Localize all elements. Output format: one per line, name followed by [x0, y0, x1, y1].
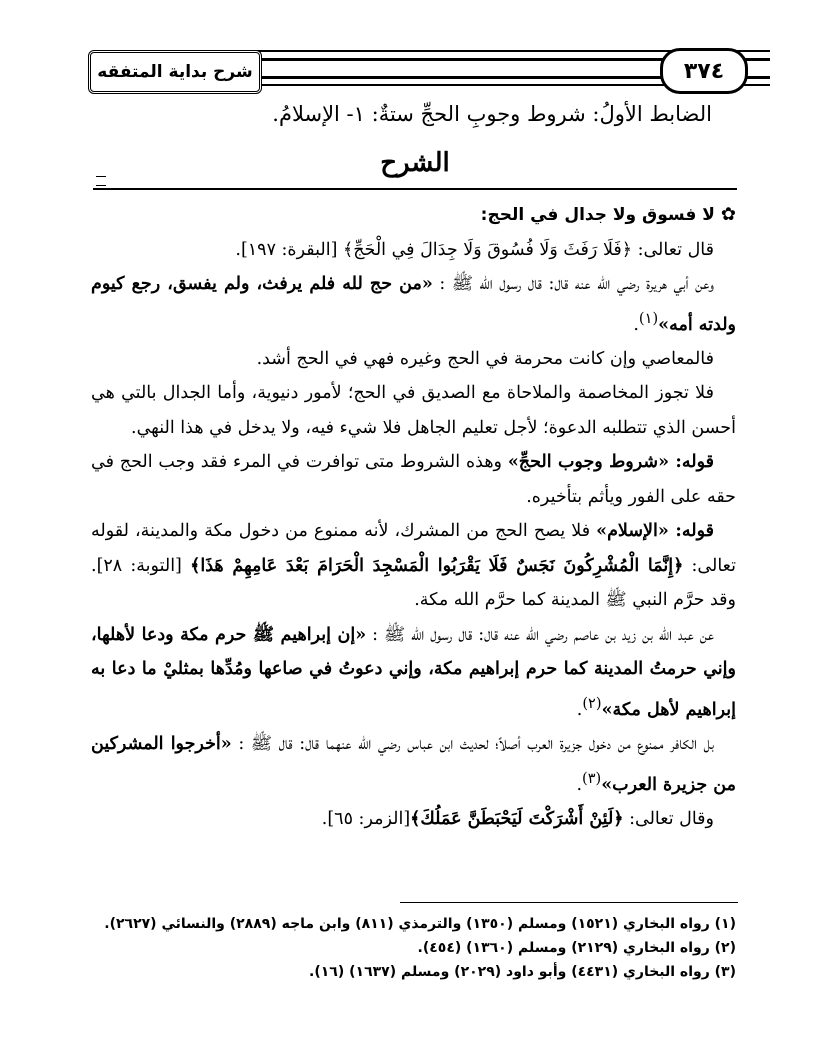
- footnote-ref: (٢): [582, 694, 602, 712]
- main-text: [91, 198, 736, 836]
- paragraph-text: فلا يصح الحج من المشرك، لأنه ممنوع من دخول مكة والمدينة، لقوله تعالى:: [91, 521, 736, 576]
- footnote: (٣) رواه البخاري (٤٤٣١) وأبو داود (٢٠٢٩) ومسلم (١٦٣٧) (١٦).: [309, 964, 736, 980]
- hadith-text: «إن إبراهيم ﷺ حرم مكة ودعا لأهلها، وإني حرمتُ المدينة كما حرم إبراهيم مكة، وإني دعوتُ في صاعها ومُدِّها بمثليْ ما دعا به إبراهيم لأهل مكة»: [91, 624, 736, 720]
- paragraph-text: فلا تجوز المخاصمة والملاحاة مع الصديق في الحج؛ لأمور دنيوية، وأما الجدال بالتي هي أحسن الذي تتطلبه الدعوة؛ لأجل تعليم الجاهل فلا شيء فيه، ولا يدخل في هذا النهي.: [91, 383, 736, 438]
- paragraph-text: قوله:: [668, 521, 714, 542]
- footnote-ref: (٣): [582, 769, 602, 787]
- paragraph: [91, 445, 736, 514]
- narration-text: بل الكافر ممنوع من دخول جزيرة العرب أصلاً؛ لحديث ابن عباس رضي الله عنهما قال: قال ﷺ :: [231, 734, 714, 755]
- section-divider: [93, 188, 737, 190]
- verse-reference: [الزمر: ٦٥].: [321, 808, 411, 829]
- paragraph: [91, 376, 736, 445]
- hadith-text: «من حج لله فلم يرفث، ولم يفسق، رجع كيوم ولدته أمه»: [91, 274, 736, 335]
- subheading-line: [91, 198, 736, 233]
- paragraph: [91, 802, 736, 837]
- paragraph: عن عبد الله بن زيد بن عاصم رضي الله عنه قال: قال رسول الله ﷺ : «إن إبراهيم ﷺ حرم مكة ودعا لأهلها، وإني حرمتُ المدينة كما حرم إبراهيم مكة، وإني دعوتُ في صاعها ومُدِّها بمثليْ ما دعا به إبراهيم لأهل مكة»$^{(٢)}$.: [91, 624, 736, 720]
- rule-title: الضابط الأولُ: شروط وجوبِ الحجِّ ستةٌ: ١- الإسلامُ.: [272, 102, 712, 126]
- section-heading: الشرح: [380, 148, 450, 178]
- margin-mark: [96, 176, 106, 186]
- verse-text: ﴿إِنَّمَا الْمُشْرِكُونَ نَجَسٌ فَلَا يَقْرَبُوا الْمَسْجِدَ الْحَرَامَ بَعْدَ عَامِهِمْ هَذَا﴾: [190, 555, 684, 576]
- narration-text: وعن أبي هريرة رضي الله عنه قال: قال رسول الله ﷺ :: [432, 274, 714, 294]
- footnotes: [76, 912, 736, 984]
- book-title: شرح بداية المتفقه: [88, 50, 262, 94]
- page-header: [88, 42, 778, 100]
- subheading: لا فسوق ولا جدال في الحج:: [480, 205, 715, 225]
- paragraph: [91, 342, 736, 377]
- paragraph: [91, 514, 736, 618]
- paragraph-text: قوله:: [669, 452, 714, 473]
- paragraph-text: فالمعاصي وإن كانت محرمة في الحج وغيره فهي في الحج أشد.: [256, 348, 714, 369]
- narration-text: عن عبد الله بن زيد بن عاصم رضي الله عنه قال: قال رسول الله ﷺ :: [366, 624, 714, 645]
- quoted-term: «شروط وجوب الحجِّ»: [507, 452, 670, 473]
- verse-text: ﴿لَئِنْ أَشْرَكْتَ لَيَحْبَطَنَّ عَمَلُكَ﴾: [410, 808, 624, 829]
- footnote-ref: (١): [638, 309, 659, 327]
- flower-icon: ✿: [720, 204, 736, 225]
- quoted-term: «الإسلام»: [596, 521, 669, 542]
- footnote: (٢) رواه البخاري (٢١٢٩) ومسلم (١٣٦٠) (٤٥٤).: [417, 940, 736, 956]
- paragraph-text: [التوبة: ٢٨]. وقد حرَّم النبي ﷺ المدينة كما حرَّم الله مكة.: [91, 555, 736, 611]
- footnote-divider: [400, 902, 738, 903]
- paragraph: وعن أبي هريرة رضي الله عنه قال: قال رسول الله ﷺ : «من حج لله فلم يرفث، ولم يفسق، رجع كيوم ولدته أمه»$^{(١)}$.: [91, 274, 736, 335]
- verse-text: قال تعالى: ﴿فَلَا رَفَثَ وَلَا فُسُوقَ وَلَا جِدَالَ فِي الْحَجِّ﴾ [البقرة: ١٩٧].: [235, 239, 714, 260]
- paragraph: بل الكافر ممنوع من دخول جزيرة العرب أصلاً؛ لحديث ابن عباس رضي الله عنهما قال: قال ﷺ : «أخرجوا المشركين من جزيرة العرب»$^{(٣)}$.: [91, 734, 736, 795]
- footnote: (١) رواه البخاري (١٥٢١) ومسلم (١٣٥٠) والترمذي (٨١١) وابن ماجه (٢٨٨٩) والنسائي (٢٦٢٧).: [104, 916, 736, 932]
- paragraph: [91, 233, 736, 268]
- hadith-text: «أخرجوا المشركين من جزيرة العرب»: [91, 734, 736, 795]
- page-number: ٣٧٤: [660, 48, 748, 94]
- paragraph-text: وهذه الشروط متى توافرت في المرء فقد وجب الحج في حقه على الفور ويأثم بتأخيره.: [91, 452, 736, 507]
- paragraph-text: وقال تعالى:: [623, 808, 714, 829]
